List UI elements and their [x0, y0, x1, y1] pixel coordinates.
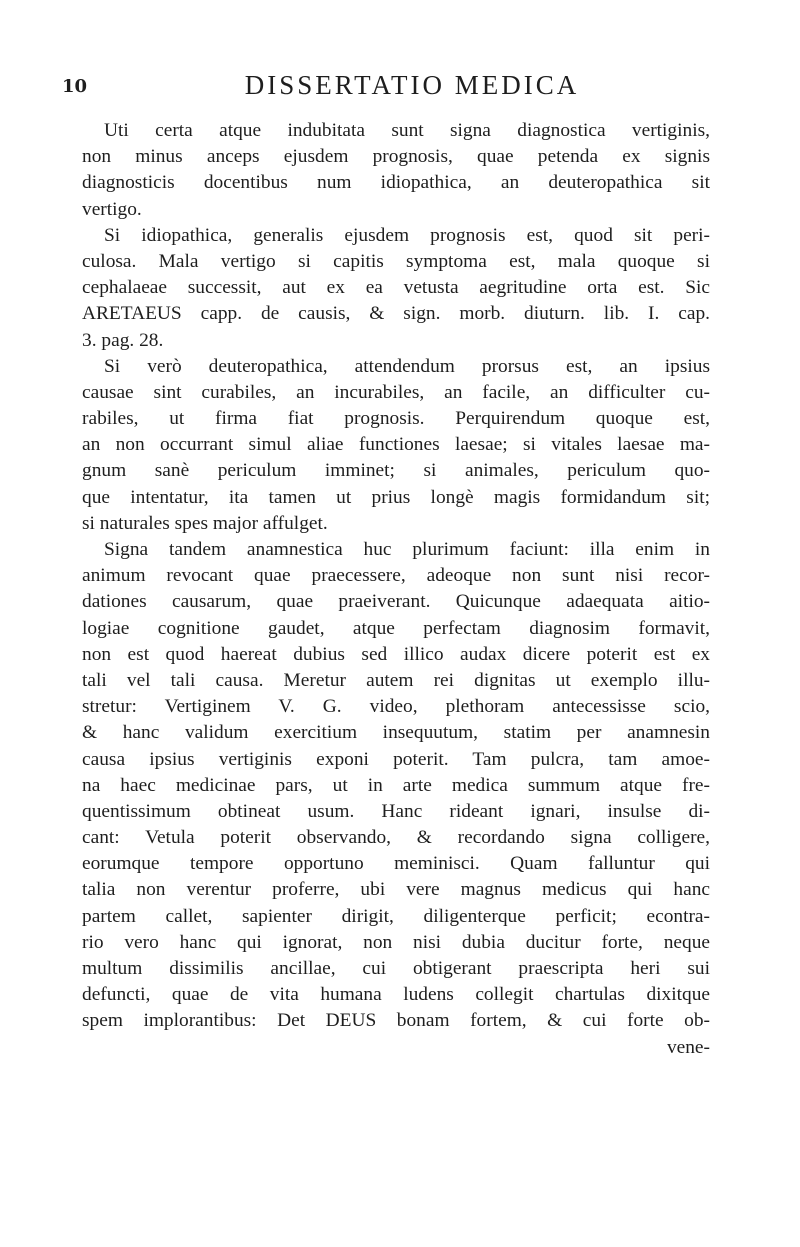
page-number: 10: [62, 76, 88, 97]
text-line: na haec medicinae pars, ut in arte medica summum atque fre-: [82, 774, 710, 796]
text-line: que intentatur, ita tamen ut prius longè magis formidandum sit;: [82, 486, 710, 508]
text-line: non minus anceps ejusdem prognosis, quae petenda ex signis: [82, 146, 710, 168]
text-line: Si verò deuteropathica, attendendum prorsus est, an ipsius: [104, 355, 710, 377]
text-line: ARETAEUS capp. de causis, & sign. morb. diuturn. lib. I. cap.: [82, 303, 710, 325]
text-line: talia non verentur proferre, ubi vere magnus medicus qui hanc: [82, 879, 710, 901]
text-line: 3. pag. 28.: [82, 329, 164, 351]
text-line: cant: Vetula poterit observando, & recordando signa colligere,: [82, 827, 710, 849]
text-line: multum dissimilis ancillae, cui obtigerant praescripta heri sui: [82, 958, 710, 979]
text-line: non est quod haereat dubius sed illico audax dicere poterit est ex: [82, 643, 710, 665]
text-line: vertigo.: [82, 198, 142, 220]
body-text: [82, 118, 710, 1061]
text-line: Uti certa atque indubitata sunt signa diagnostica vertiginis,: [104, 120, 710, 141]
text-line: & hanc validum exercitium insequutum, statim per anamnesin: [82, 722, 710, 744]
text-line: spem implorantibus: Det DEUS bonam fortem, & cui forte ob-: [82, 1010, 710, 1032]
text-line: causae sint curabiles, an incurabiles, an facile, an difficulter cu-: [82, 381, 710, 403]
catchword: vene-: [666, 1036, 710, 1058]
text-line: animum revocant quae praecessere, adeoque non sunt nisi recor-: [82, 565, 710, 587]
text-line: partem callet, sapienter dirigit, diligenterque perficit; econtra-: [82, 905, 710, 927]
text-line: rio vero hanc qui ignorat, non nisi dubia ducitur forte, neque: [82, 931, 710, 953]
page-header: [62, 70, 762, 110]
text-line: quentissimum obtineat usum. Hanc rideant ignari, insulse di-: [82, 800, 710, 822]
text-line: stretur: Vertiginem V. G. video, plethoram antecessisse scio,: [82, 696, 710, 718]
text-line: gnum sanè periculum imminet; si animales, periculum quo-: [82, 460, 710, 482]
text-line: eorumque tempore opportuno meminisci. Quam falluntur qui: [82, 853, 710, 875]
text-line: si naturales spes major affulget.: [82, 512, 328, 534]
text-line: dationes causarum, quae praeiverant. Quicunque adaequata aitio-: [82, 591, 710, 613]
text-line: defuncti, quae de vita humana ludens collegit chartulas dixitque: [82, 984, 710, 1006]
text-line: rabiles, ut firma fiat prognosis. Perquirendum quoque est,: [82, 408, 710, 430]
text-line: an non occurrant simul aliae functiones laesae; si vitales laesae ma-: [82, 434, 710, 456]
text-line: tali vel tali causa. Meretur autem rei dignitas ut exemplo illu-: [82, 669, 710, 691]
running-title: DISSERTATIO MEDICA: [244, 70, 580, 100]
text-line: culosa. Mala vertigo si capitis symptoma est, mala quoque si: [82, 250, 710, 272]
text-line: logiae cognitione gaudet, atque perfectam diagnosim formavit,: [82, 617, 710, 639]
text-line: cephalaeae successit, aut ex ea vetusta aegritudine orta est. Sic: [82, 277, 710, 299]
text-line: diagnosticis docentibus num idiopathica, an deuteropathica sit: [82, 172, 710, 194]
text-line: causa ipsius vertiginis exponi poterit. Tam pulcra, tam amoe-: [82, 748, 710, 770]
text-line: Si idiopathica, generalis ejusdem prognosis est, quod sit peri-: [104, 224, 710, 246]
text-line: Signa tandem anamnestica huc plurimum faciunt: illa enim in: [104, 539, 710, 560]
